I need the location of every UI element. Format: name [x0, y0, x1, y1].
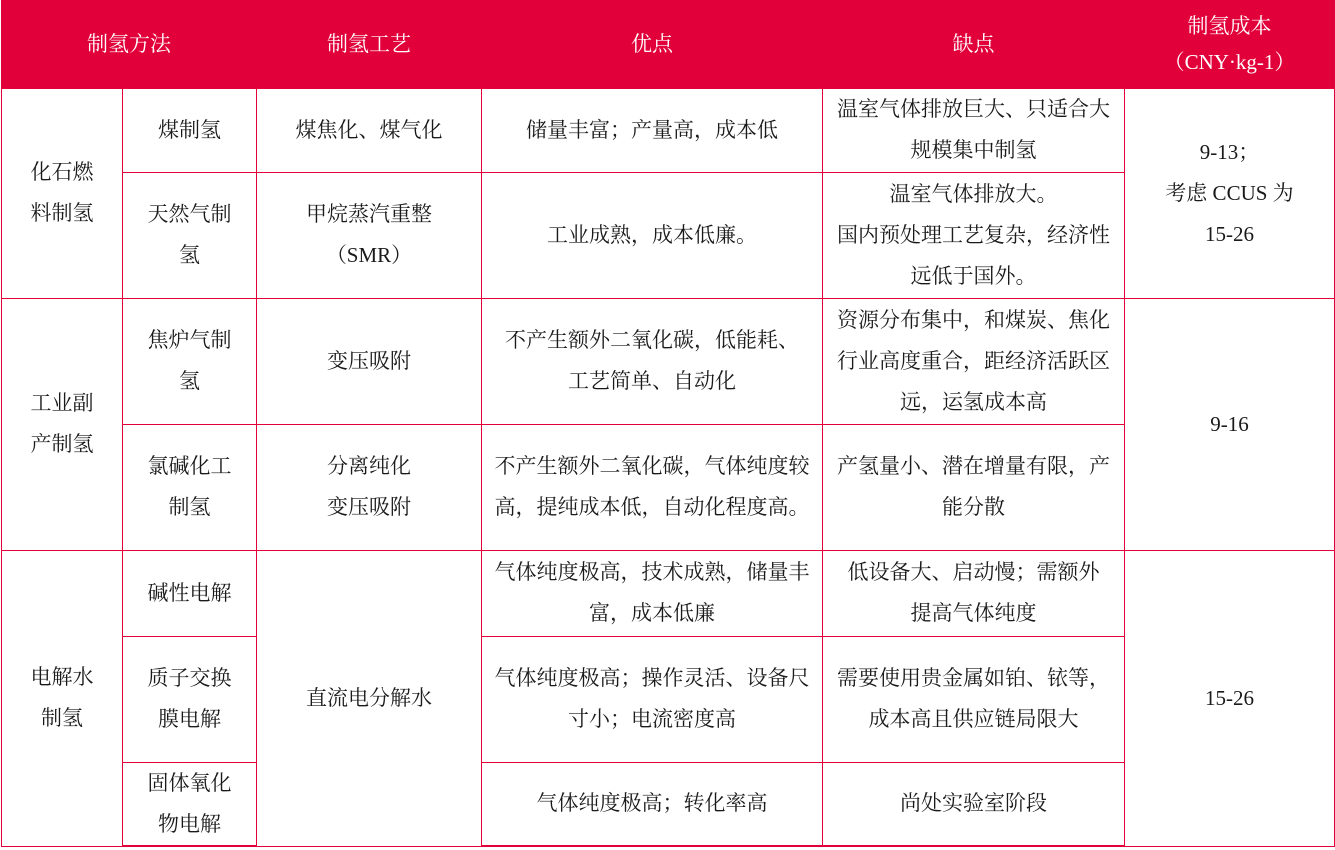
- table-row: [2, 88, 1335, 172]
- group-name-electrolysis: 电解水制氢: [2, 550, 123, 846]
- cost-cell-electrolysis: [1125, 550, 1335, 846]
- cons-cell: 需要使用贵金属如铂、铱等，成本高且供应链局限大: [823, 636, 1125, 762]
- header-cost: [1125, 0, 1335, 88]
- process-line: 甲烷蒸汽重整: [306, 202, 432, 226]
- header-cons: 缺点: [823, 0, 1125, 88]
- pros-cell: 气体纯度极高，技术成熟，储量丰富，成本低廉: [482, 550, 823, 636]
- sub-method: 焦炉气制氢: [123, 298, 257, 424]
- group-name-industrial: 工业副产制氢: [2, 298, 123, 550]
- process-cell-shared: 直流电分解水: [257, 550, 482, 846]
- cost-line: 考虑 CCUS 为: [1165, 180, 1294, 205]
- header-pros: 优点: [482, 0, 823, 88]
- cons-cell: 尚处实验室阶段: [823, 762, 1125, 846]
- sub-method: 天然气制氢: [123, 172, 257, 298]
- cost-line: 15-26: [1205, 685, 1254, 710]
- cost-line: 9-13；: [1199, 139, 1260, 164]
- cons-cell: 资源分布集中，和煤炭、焦化行业高度重合，距经济活跃区远，运氢成本高: [823, 298, 1125, 424]
- table-row: [2, 550, 1335, 636]
- pros-cell: 气体纯度极高；转化率高: [482, 762, 823, 846]
- cons-cell: 温室气体排放巨大、只适合大规模集中制氢: [823, 88, 1125, 172]
- cons-cell: 产氢量小、潜在增量有限，产能分散: [823, 424, 1125, 550]
- cons-line: 温室气体排放大。: [889, 181, 1058, 206]
- header-row: [2, 0, 1335, 88]
- pros-cell: 工业成熟，成本低廉。: [482, 172, 823, 298]
- table-row: [2, 298, 1335, 424]
- cost-cell-industrial: [1125, 298, 1335, 550]
- group-name-fossil: 化石燃料制氢: [2, 88, 123, 298]
- pros-cell: 不产生额外二氧化碳，低能耗、工艺简单、自动化: [482, 298, 823, 424]
- sub-method: 固体氧化物电解: [123, 762, 257, 846]
- sub-method: 煤制氢: [123, 88, 257, 172]
- header-method: 制氢方法: [2, 0, 257, 88]
- cons-cell: 低设备大、启动慢；需额外提高气体纯度: [823, 550, 1125, 636]
- process-line: 变压吸附: [327, 495, 411, 519]
- cons-line: 国内预处理工艺复杂，经济性远低于国外。: [837, 222, 1110, 288]
- pros-cell: 不产生额外二氧化碳，气体纯度较高，提纯成本低，自动化程度高。: [482, 424, 823, 550]
- cost-line: 15-26: [1205, 221, 1254, 246]
- sub-method: 质子交换膜电解: [123, 636, 257, 762]
- process-line: 分离纯化: [327, 454, 411, 478]
- process-line: （SMR）: [325, 243, 413, 267]
- pros-cell: 气体纯度极高；操作灵活、设备尺寸小；电流密度高: [482, 636, 823, 762]
- pros-cell: 储量丰富；产量高，成本低: [482, 88, 823, 172]
- process-cell: 煤焦化、煤气化: [257, 88, 482, 172]
- header-process: 制氢工艺: [257, 0, 482, 88]
- cost-cell-fossil: [1125, 88, 1335, 298]
- cons-cell: [823, 172, 1125, 298]
- process-cell: [257, 424, 482, 550]
- process-cell: 变压吸附: [257, 298, 482, 424]
- hydrogen-production-table: [1, 0, 1335, 847]
- process-cell: [257, 172, 482, 298]
- cost-line: 9-16: [1210, 411, 1249, 436]
- sub-method: 氯碱化工制氢: [123, 424, 257, 550]
- sub-method: 碱性电解: [123, 550, 257, 636]
- header-cost-label: 制氢成本: [1187, 13, 1272, 38]
- header-cost-unit: （CNY·kg-1）: [1163, 49, 1296, 74]
